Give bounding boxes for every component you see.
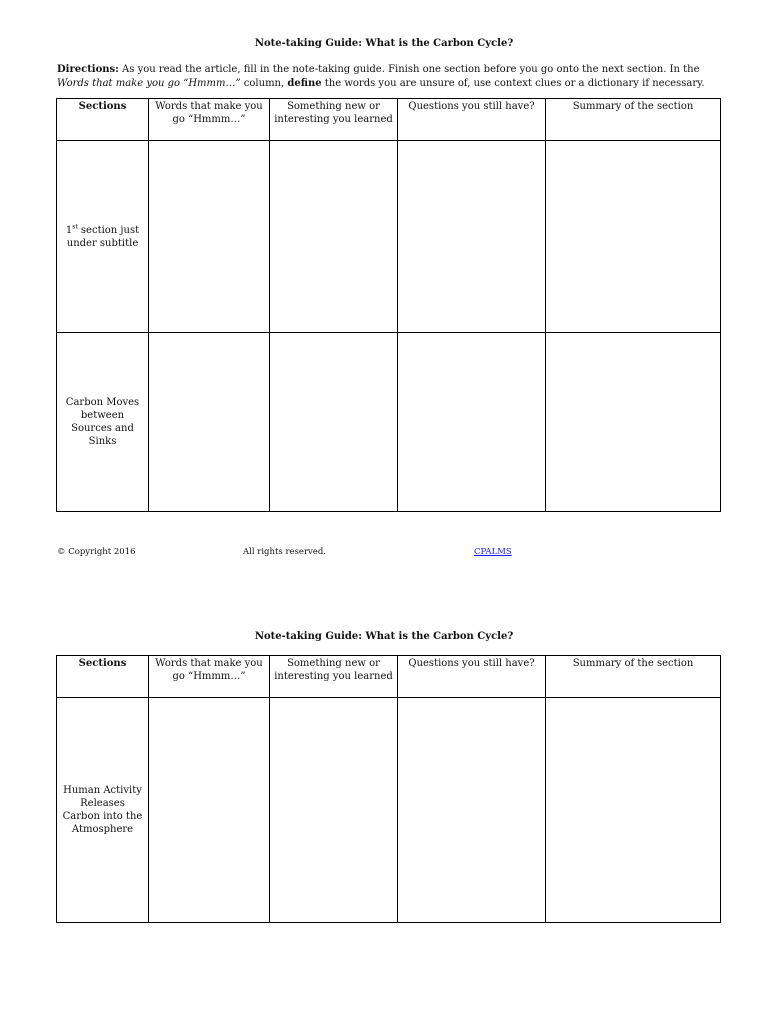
table-header-row <box>57 99 721 141</box>
learned-cell[interactable] <box>270 698 398 923</box>
summary-cell[interactable] <box>546 141 721 333</box>
directions-label: Directions: <box>57 64 119 75</box>
directions-text: As you read the article, fill in the note-taking guide. Finish one section before you go onto the next section. In the <box>118 64 700 75</box>
page-title: Note-taking Guide: What is the Carbon Cycle? <box>254 38 514 49</box>
section-label: Carbon Moves between Sources and Sinks <box>57 333 149 512</box>
section-number: 1 <box>65 224 73 236</box>
words-cell[interactable] <box>149 698 270 923</box>
col-header-learned: Something new or interesting you learned <box>270 656 398 698</box>
col-header-questions: Questions you still have? <box>398 99 546 141</box>
directions-italic: Words that make you go “Hmmm…” <box>57 78 241 89</box>
col-header-summary: Summary of the section <box>546 656 721 698</box>
section-label <box>57 141 149 333</box>
words-cell[interactable] <box>149 333 270 512</box>
note-table-1 <box>56 98 721 512</box>
questions-cell[interactable] <box>398 141 546 333</box>
section-label: Human Activity Releases Carbon into the Atmosphere <box>57 698 149 923</box>
note-table-2 <box>56 655 721 923</box>
words-cell[interactable] <box>149 141 270 333</box>
col-header-questions: Questions you still have? <box>398 656 546 698</box>
cpalms-link[interactable]: CPALMS <box>474 547 512 557</box>
footer-copyright: © Copyright 2016 <box>57 547 136 557</box>
summary-cell[interactable] <box>546 333 721 512</box>
learned-cell[interactable] <box>270 333 398 512</box>
directions <box>57 63 727 91</box>
questions-cell[interactable] <box>398 333 546 512</box>
section-ordinal: st <box>72 223 78 231</box>
directions-text: the words you are unsure of, use context clues or a dictionary if necessary. <box>321 78 705 89</box>
learned-cell[interactable] <box>270 141 398 333</box>
col-header-words: Words that make you go “Hmmm…” <box>149 99 270 141</box>
questions-cell[interactable] <box>398 698 546 923</box>
directions-text: column, <box>240 78 288 89</box>
directions-bold: define <box>287 78 322 89</box>
col-header-summary: Summary of the section <box>546 99 721 141</box>
summary-cell[interactable] <box>546 698 721 923</box>
col-header-sections: Sections <box>57 99 149 141</box>
table-row <box>57 141 721 333</box>
page-title: Note-taking Guide: What is the Carbon Cycle? <box>254 631 514 642</box>
table-header-row <box>57 656 721 698</box>
col-header-words: Words that make you go “Hmmm…” <box>149 656 270 698</box>
footer-rights: All rights reserved. <box>243 547 326 557</box>
col-header-learned: Something new or interesting you learned <box>270 99 398 141</box>
col-header-sections: Sections <box>57 656 149 698</box>
table-row <box>57 333 721 512</box>
section-text: section just under subtitle <box>66 224 140 249</box>
table-row <box>57 698 721 923</box>
